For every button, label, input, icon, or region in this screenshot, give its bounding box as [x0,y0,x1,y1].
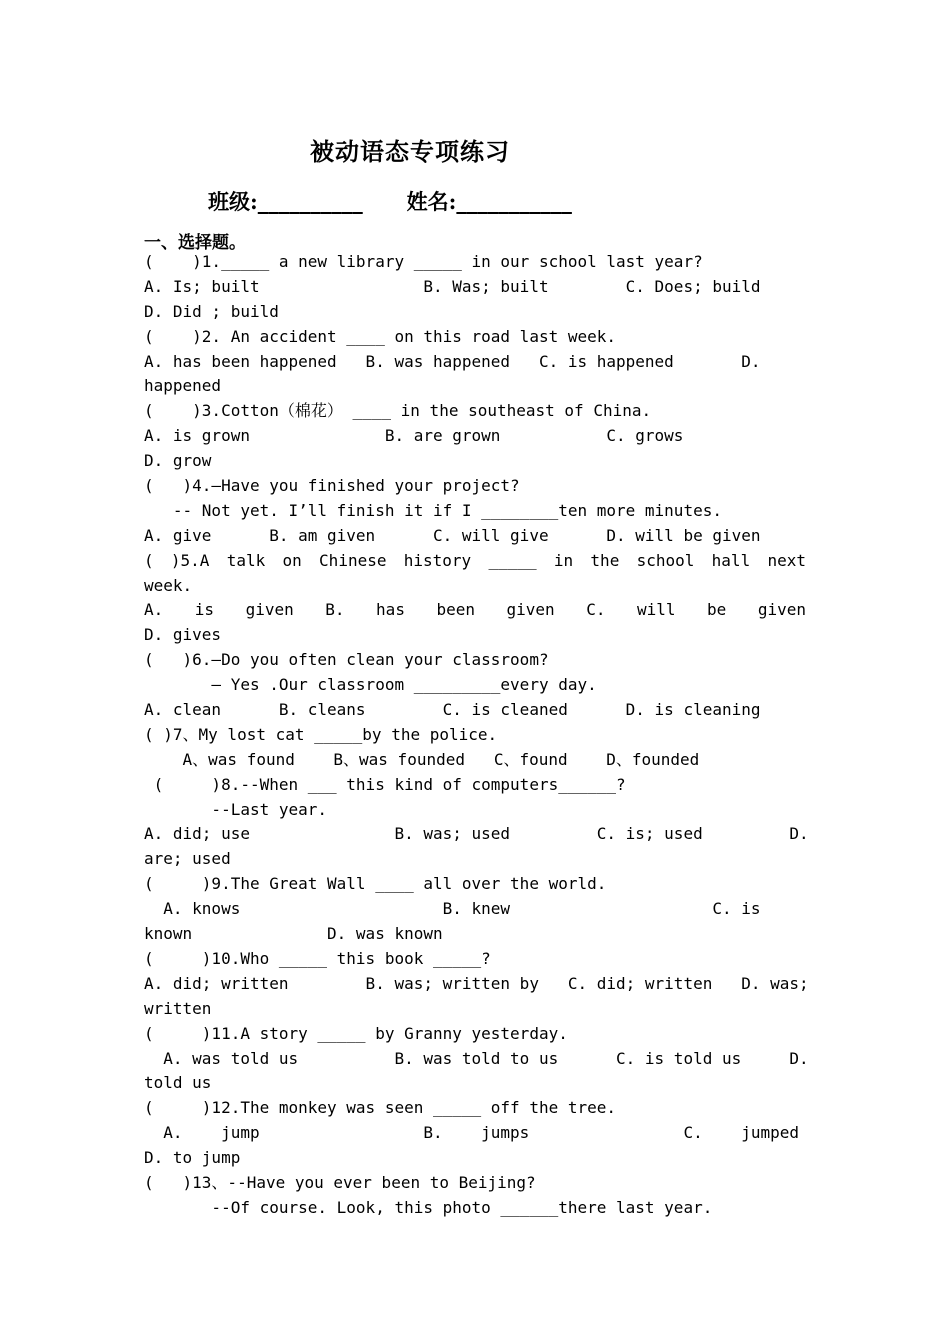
question-line: ( )13、--Have you ever been to Beijing? [144,1172,536,1192]
question-line: D. gives [144,625,222,645]
question-line: A. is grown B. are grown C. grows [144,426,684,446]
question-line: ( )3.Cotton（棉花） ____ in the southeast of China. [144,401,652,421]
question-line: A. did; written B. was; written by C. did; written D. was; [144,973,809,993]
question-line: A. clean B. cleans C. is cleaned D. is cleaning [144,700,761,720]
question-line: ( )1._____ a new library _____ in our school last year? [144,252,703,271]
page-title: 被动语态专项练习 [310,137,510,166]
question-line: happened [144,376,222,396]
question-line: A、was found B、was founded C、found D、founded [144,749,700,769]
class-name-line: 班级:__________ 姓名:___________ [208,189,572,214]
question-line: told us [144,1073,212,1093]
question-line: known D. was known [144,924,443,944]
question-list [144,250,809,1221]
question-line: D. to jump [144,1148,241,1168]
question-line: week. [144,575,193,595]
question-line: A. did; use B. was; used C. is; used D. [144,824,809,844]
question-line: ( )10.Who _____ this book _____? [144,948,491,968]
section-heading: 一、选择题。 [144,233,246,253]
question-line: D. Did ; build [144,301,279,321]
question-line: A. knows B. knew C. is [144,899,761,919]
question-line: ( )6.–Do you often clean your classroom? [144,650,549,670]
question-line: ( )8.--When ___ this kind of computers______? [144,774,626,794]
question-line: ( )7、My lost cat _____by the police. [144,724,498,744]
question-line: A. has been happened B. was happened C. is happened D. [144,351,761,371]
question-line: ( )11.A story _____ by Granny yesterday. [144,1023,568,1043]
question-line: ( )12.The monkey was seen _____ off the tree. [144,1098,617,1118]
question-line: ( )4.—Have you finished your project? [144,476,520,496]
question-line: A. is given B. has been given C. will be given [144,600,806,620]
question-line: – Yes .Our classroom _________every day. [144,675,597,695]
question-line: --Last year. [144,799,328,819]
question-line: ( )2. An accident ____ on this road last week. [144,326,617,346]
question-line: D. grow [144,451,212,471]
question-line: A. jump B. jumps C. jumped [144,1123,800,1143]
question-line: are; used [144,849,231,869]
question-line: --Of course. Look, this photo ______there last year. [144,1197,713,1217]
question-line: A. give B. am given C. will give D. will be given [144,525,761,545]
question-line: written [144,998,212,1018]
question-line: ( )5.A talk on Chinese history _____ in the school hall next [144,550,806,570]
question-line: ( )9.The Great Wall ____ all over the world. [144,874,607,894]
question-line: A. Is; built B. Was; built C. Does; build [144,276,761,296]
question-line: -- Not yet. I’ll finish it if I ________ten more minutes. [144,500,722,520]
question-line: A. was told us B. was told to us C. is told us D. [144,1048,809,1068]
